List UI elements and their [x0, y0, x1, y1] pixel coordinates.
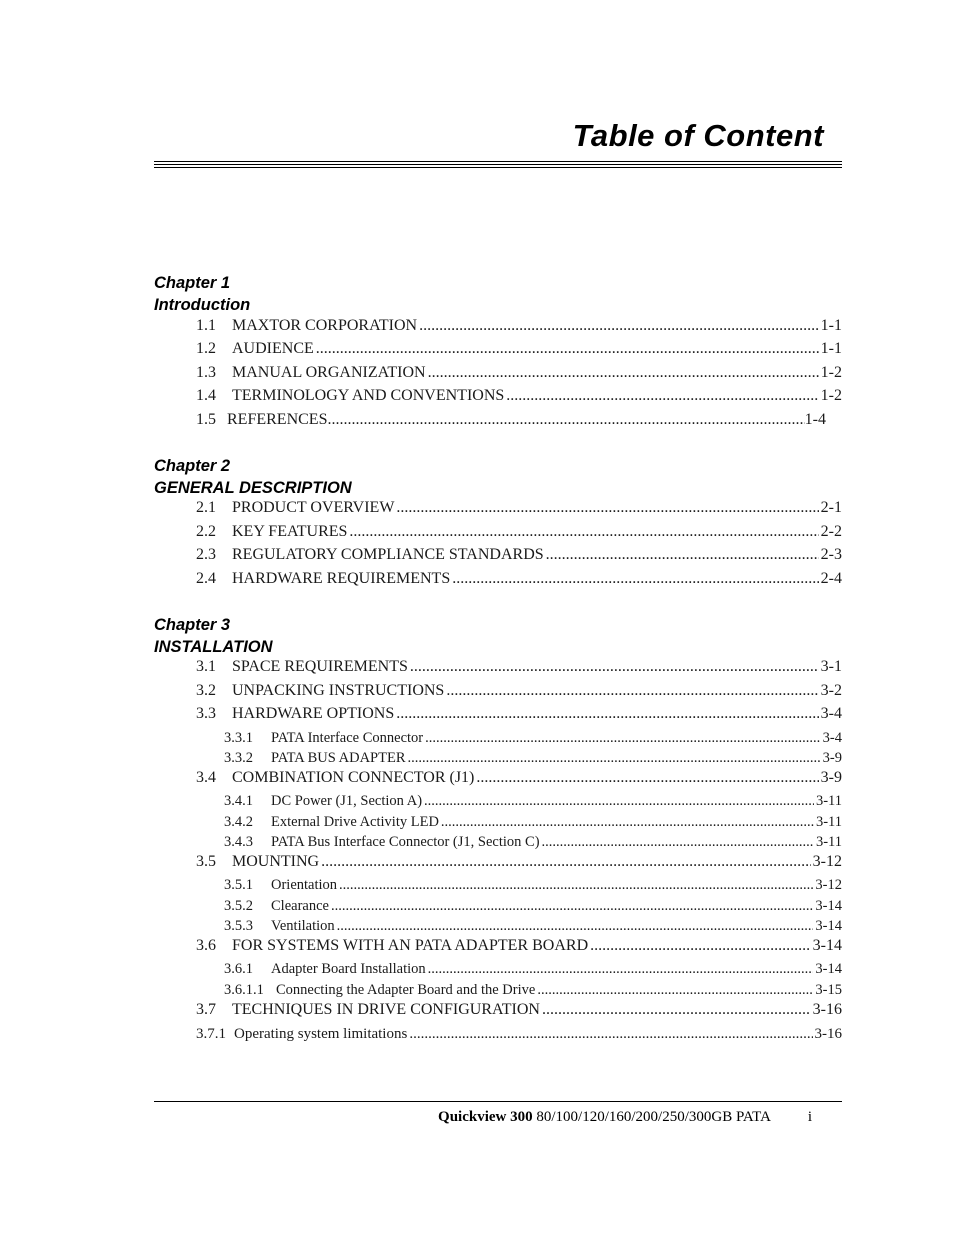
- toc-subentry[interactable]: 3.3.2 PATA BUS ADAPTER ..... 3-9: [224, 750, 842, 767]
- dot-leader: [396, 499, 818, 517]
- dot-leader: [425, 730, 821, 747]
- toc-entry[interactable]: 3.2 UNPACKING INSTRUCTIONS ..... 3-2: [196, 682, 842, 700]
- toc-subentry[interactable]: 3.5.3 Ventilation ..... 3-14: [224, 918, 842, 935]
- chapter-number: Chapter 3: [154, 616, 231, 634]
- dot-leader: [331, 898, 813, 915]
- dot-leader: [408, 750, 821, 767]
- dot-leader: [396, 705, 818, 723]
- chapter-number: Chapter 1: [154, 274, 231, 292]
- toc-entry[interactable]: 3.7.1 Operating system limitations ..... 3-16: [196, 1026, 842, 1043]
- dot-leader: [537, 982, 813, 999]
- toc-entry[interactable]: 3.6 FOR SYSTEMS WITH AN PATA ADAPTER BOARD ..... 3-14: [196, 937, 842, 955]
- dot-leader: [441, 814, 814, 831]
- dot-leader: [410, 658, 819, 676]
- page-title: Table of Content: [572, 118, 824, 153]
- toc-subentry[interactable]: 3.6.1 Adapter Board Installation ..... 3-14: [224, 961, 842, 978]
- toc-entry[interactable]: 1.5 REFERENCES ..... 1-4: [196, 411, 826, 429]
- toc-entry[interactable]: 2.4 HARDWARE REQUIREMENTS ..... 2-4: [196, 570, 842, 588]
- title-rule: [154, 161, 842, 162]
- dot-leader: [428, 961, 814, 978]
- dot-leader: [419, 317, 819, 335]
- toc-subentry[interactable]: 3.5.2 Clearance ..... 3-14: [224, 898, 842, 915]
- toc-entry[interactable]: 3.3 HARDWARE OPTIONS ..... 3-4: [196, 705, 842, 723]
- toc-entry[interactable]: 2.2 KEY FEATURES ..... 2-2: [196, 523, 842, 541]
- chapter-heading: [154, 614, 842, 658]
- chapter-name: INSTALLATION: [154, 638, 273, 656]
- toc-entry[interactable]: 2.3 REGULATORY COMPLIANCE STANDARDS ..... 2-3: [196, 546, 842, 564]
- page-footer: [438, 1109, 812, 1126]
- dot-leader: [321, 853, 811, 871]
- dot-leader: [424, 793, 814, 810]
- chapter-name: GENERAL DESCRIPTION: [154, 479, 352, 497]
- toc-subentry[interactable]: 3.5.1 Orientation ..... 3-12: [224, 877, 842, 894]
- chapter-name: Introduction: [154, 296, 251, 314]
- toc-entry[interactable]: 3.7 TECHNIQUES IN DRIVE CONFIGURATION ..... 3-16: [196, 1001, 842, 1019]
- toc-entry[interactable]: 3.5 MOUNTING ..... 3-12: [196, 853, 842, 871]
- footer-models: 80/100/120/160/200/250/300GB PATA: [536, 1109, 771, 1125]
- dot-leader: [428, 364, 819, 382]
- toc-entry[interactable]: 3.1 SPACE REQUIREMENTS ..... 3-1: [196, 658, 842, 676]
- dot-leader: [409, 1026, 812, 1043]
- dot-leader: [446, 682, 818, 700]
- chapter-number: Chapter 2: [154, 457, 231, 475]
- dot-leader: [316, 340, 819, 358]
- toc-subentry[interactable]: 3.3.1 PATA Interface Connector ..... 3-4: [224, 730, 842, 747]
- toc-subentry[interactable]: 3.4.2 External Drive Activity LED ..... 3-11: [224, 814, 842, 831]
- dot-leader: [339, 877, 813, 894]
- title-rule: [154, 167, 842, 168]
- dot-leader: [349, 523, 818, 541]
- dot-leader: [452, 570, 818, 588]
- dot-leader: [337, 918, 814, 935]
- dot-leader: [546, 546, 819, 564]
- title-rule: [154, 164, 842, 165]
- dot-leader: [476, 769, 818, 787]
- toc-subentry[interactable]: 3.6.1.1 Connecting the Adapter Board and the Drive ..... 3-15: [224, 982, 842, 999]
- dot-leader: [590, 937, 811, 955]
- chapter-heading: [154, 455, 842, 499]
- toc-entry[interactable]: 1.1 MAXTOR CORPORATION ..... 1-1: [196, 317, 842, 335]
- toc-subentry[interactable]: 3.4.1 DC Power (J1, Section A) ..... 3-11: [224, 793, 842, 810]
- dot-leader: [327, 411, 804, 429]
- toc-entry[interactable]: 3.4 COMBINATION CONNECTOR (J1) ..... 3-9: [196, 769, 842, 787]
- dot-leader: [542, 1001, 811, 1019]
- toc-entry[interactable]: 1.4 TERMINOLOGY AND CONVENTIONS ..... 1-2: [196, 387, 842, 405]
- page-number: i: [807, 1109, 812, 1125]
- dot-leader: [506, 387, 818, 405]
- toc-entry[interactable]: 2.1 PRODUCT OVERVIEW ..... 2-1: [196, 499, 842, 517]
- toc-subentry[interactable]: 3.4.3 PATA Bus Interface Connector (J1, Section C) ..... 3-11: [224, 834, 842, 851]
- footer-product: Quickview 300: [438, 1109, 533, 1125]
- footer-rule: [154, 1101, 842, 1102]
- toc-entry[interactable]: 1.3 MANUAL ORGANIZATION ..... 1-2: [196, 364, 842, 382]
- dot-leader: [542, 834, 814, 851]
- chapter-heading: [154, 272, 842, 316]
- toc-entry[interactable]: 1.2 AUDIENCE ..... 1-1: [196, 340, 842, 358]
